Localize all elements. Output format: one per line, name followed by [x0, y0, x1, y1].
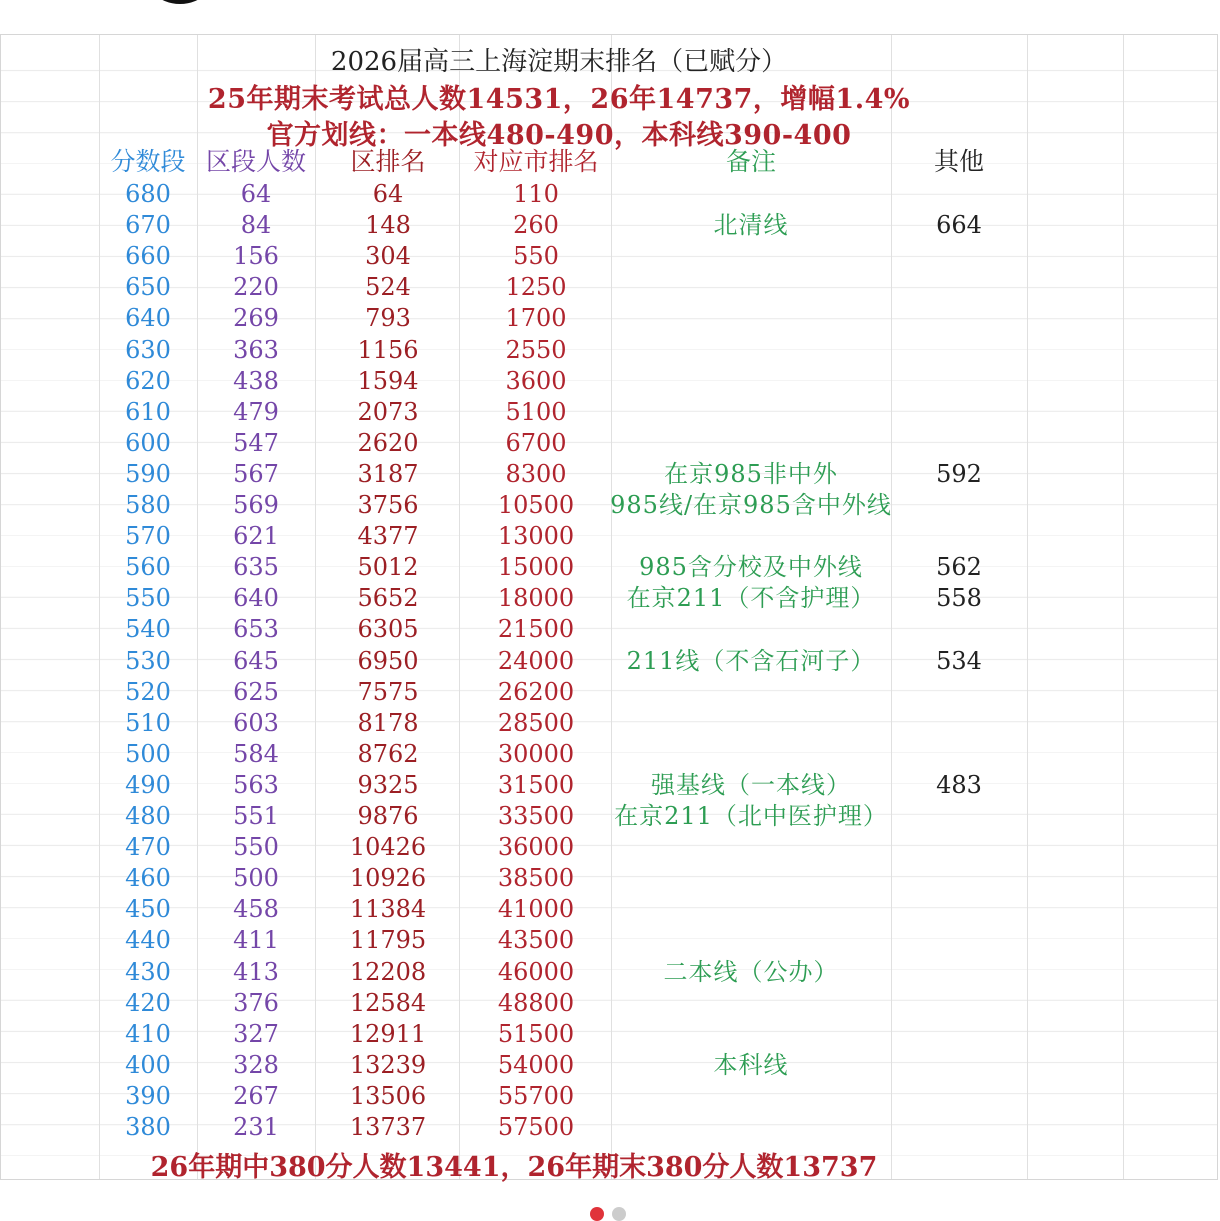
- table-row: [1, 925, 1219, 956]
- district-rank-cell: 8178: [357, 708, 419, 737]
- city-rank-cell: 38500: [497, 864, 575, 893]
- city-rank-cell: 54000: [497, 1050, 575, 1079]
- count-cell: 584: [233, 739, 279, 768]
- note-cell: [607, 677, 895, 708]
- district-rank-cell: 10926: [349, 864, 427, 893]
- city-rank-cell: 1700: [505, 304, 567, 333]
- header-other: 其他: [933, 147, 984, 176]
- city-rank-cell: 15000: [497, 553, 575, 582]
- district-rank-cell: 12911: [349, 1019, 427, 1048]
- other-cell: [891, 708, 1027, 739]
- count-cell: 84: [240, 211, 272, 240]
- count-cell: 411: [233, 926, 279, 955]
- table-row: [1, 179, 1219, 210]
- note-cell: 985线/在京985含中外线: [610, 491, 892, 519]
- city-rank-cell: 10500: [497, 491, 575, 519]
- table-row: [1, 1019, 1219, 1050]
- city-rank-cell: 13000: [497, 522, 575, 551]
- table-row: [1, 646, 1219, 677]
- other-cell: [891, 1019, 1027, 1050]
- other-cell: [891, 988, 1027, 1019]
- city-rank-cell: 5100: [505, 397, 567, 426]
- other-cell: [891, 957, 1027, 988]
- table-row: [1, 210, 1219, 241]
- other-cell: 483: [936, 770, 982, 799]
- score-cell: 520: [125, 677, 171, 706]
- city-rank-cell: 18000: [497, 584, 575, 613]
- other-cell: [891, 303, 1027, 334]
- note-cell: [607, 925, 895, 956]
- district-rank-cell: 2073: [357, 397, 419, 426]
- score-cell: 610: [125, 397, 171, 426]
- table-row: [1, 459, 1219, 490]
- city-rank-cell: 26200: [497, 677, 575, 706]
- city-rank-cell: 8300: [505, 459, 567, 488]
- city-rank-cell: 30000: [497, 739, 575, 768]
- city-rank-cell: 21500: [497, 615, 575, 644]
- note-cell: 北清线: [713, 211, 789, 240]
- table-row: [1, 1050, 1219, 1081]
- header-note: 备注: [725, 147, 776, 176]
- city-rank-cell: 24000: [497, 646, 575, 675]
- score-cell: 660: [125, 242, 171, 271]
- district-rank-cell: 12208: [349, 957, 427, 986]
- score-cell: 640: [125, 304, 171, 333]
- count-cell: 569: [233, 491, 279, 519]
- note-cell: [607, 708, 895, 739]
- score-cell: 510: [125, 708, 171, 737]
- score-cell: 380: [125, 1113, 171, 1141]
- other-cell: 558: [936, 584, 982, 613]
- district-rank-cell: 13239: [349, 1050, 427, 1079]
- city-rank-cell: 33500: [497, 802, 575, 830]
- score-cell: 450: [125, 895, 171, 924]
- table-row: [1, 335, 1219, 366]
- score-cell: 460: [125, 864, 171, 893]
- district-rank-cell: 4377: [357, 522, 419, 551]
- table-row: [1, 241, 1219, 272]
- other-cell: [891, 335, 1027, 366]
- other-cell: 664: [936, 211, 982, 240]
- header-count: 区段人数: [205, 147, 306, 176]
- other-cell: [891, 614, 1027, 645]
- score-cell: 530: [125, 646, 171, 675]
- note-cell: 在京985非中外: [664, 459, 838, 488]
- count-cell: 479: [233, 397, 279, 426]
- count-cell: 500: [233, 864, 279, 893]
- count-cell: 653: [233, 615, 279, 644]
- city-rank-cell: 51500: [497, 1019, 575, 1048]
- note-cell: [607, 303, 895, 334]
- top-corner-shape: [140, 0, 220, 4]
- score-cell: 490: [125, 770, 171, 799]
- table-row: [1, 957, 1219, 988]
- district-rank-cell: 304: [365, 242, 411, 271]
- other-cell: [891, 490, 1027, 521]
- other-cell: [891, 179, 1027, 210]
- note-cell: 在京211（不含护理）: [626, 584, 876, 613]
- city-rank-cell: 55700: [497, 1081, 575, 1110]
- count-cell: 563: [233, 770, 279, 799]
- score-cell: 570: [125, 522, 171, 551]
- table-row: [1, 988, 1219, 1019]
- count-cell: 327: [233, 1019, 279, 1048]
- count-cell: 64: [240, 180, 272, 208]
- district-rank-cell: 11795: [349, 926, 427, 955]
- table-row: [1, 894, 1219, 925]
- note-cell: [607, 863, 895, 894]
- count-cell: 413: [233, 957, 279, 986]
- count-cell: 567: [233, 459, 279, 488]
- table-row: [1, 303, 1219, 334]
- district-rank-cell: 2620: [357, 428, 419, 457]
- score-cell: 540: [125, 615, 171, 644]
- note-cell: [607, 335, 895, 366]
- district-rank-cell: 3187: [357, 459, 419, 488]
- footer-note: 26年期中380分人数13441，26年期末380分人数13737: [150, 1152, 878, 1183]
- note-cell: [607, 1019, 895, 1050]
- other-cell: [891, 241, 1027, 272]
- count-cell: 621: [233, 522, 279, 551]
- district-rank-cell: 10426: [349, 833, 427, 862]
- district-rank-cell: 6950: [357, 646, 419, 675]
- header-score: 分数段: [110, 147, 186, 176]
- city-rank-cell: 2550: [505, 335, 567, 364]
- table-row: [1, 1081, 1219, 1112]
- district-rank-cell: 9876: [357, 802, 419, 830]
- score-cell: 480: [125, 802, 171, 830]
- count-cell: 603: [233, 708, 279, 737]
- city-rank-cell: 31500: [497, 770, 575, 799]
- city-rank-cell: 1250: [505, 273, 567, 302]
- district-rank-cell: 7575: [357, 677, 419, 706]
- district-rank-cell: 8762: [357, 739, 419, 768]
- note-cell: [607, 1081, 895, 1112]
- other-cell: 534: [936, 646, 982, 675]
- other-cell: [891, 428, 1027, 459]
- district-rank-cell: 6305: [357, 615, 419, 644]
- district-rank-cell: 1156: [357, 335, 419, 364]
- count-cell: 640: [233, 584, 279, 613]
- district-rank-cell: 5012: [357, 553, 419, 582]
- note-cell: [607, 832, 895, 863]
- table-row: [1, 490, 1219, 521]
- total-count-note: 25年期末考试总人数14531，26年14737，增幅1.4%: [207, 84, 911, 115]
- note-cell: 在京211（北中医护理）: [614, 802, 888, 830]
- other-cell: [891, 894, 1027, 925]
- count-cell: 547: [233, 428, 279, 457]
- district-rank-cell: 5652: [357, 584, 419, 613]
- note-cell: 强基线（一本线）: [651, 770, 851, 799]
- city-rank-cell: 28500: [497, 708, 575, 737]
- score-cell: 550: [125, 584, 171, 613]
- table-row: [1, 770, 1219, 801]
- score-cell: 440: [125, 926, 171, 955]
- note-cell: 二本线（公办）: [663, 957, 839, 986]
- score-cell: 430: [125, 957, 171, 986]
- other-cell: [891, 925, 1027, 956]
- district-rank-cell: 3756: [357, 491, 419, 519]
- other-cell: [891, 397, 1027, 428]
- score-cell: 420: [125, 988, 171, 1017]
- district-rank-cell: 13737: [349, 1113, 427, 1141]
- other-cell: [891, 272, 1027, 303]
- district-rank-cell: 1594: [357, 366, 419, 395]
- note-cell: [607, 988, 895, 1019]
- score-cell: 470: [125, 833, 171, 862]
- table-row: [1, 552, 1219, 583]
- table-row: [1, 397, 1219, 428]
- count-cell: 220: [233, 273, 279, 302]
- district-rank-cell: 524: [365, 273, 411, 302]
- count-cell: 156: [233, 242, 279, 271]
- other-cell: [891, 366, 1027, 397]
- city-rank-cell: 57500: [497, 1113, 575, 1141]
- score-cell: 630: [125, 335, 171, 364]
- score-cell: 400: [125, 1050, 171, 1079]
- note-cell: [607, 1112, 895, 1143]
- count-cell: 458: [233, 895, 279, 924]
- other-cell: 592: [936, 459, 982, 488]
- city-rank-cell: 46000: [497, 957, 575, 986]
- note-cell: [607, 739, 895, 770]
- score-cell: 500: [125, 739, 171, 768]
- other-cell: [891, 677, 1027, 708]
- district-rank-cell: 13506: [349, 1081, 427, 1110]
- city-rank-cell: 550: [513, 242, 559, 271]
- table-row: [1, 832, 1219, 863]
- table-row: [1, 801, 1219, 832]
- other-cell: [891, 1081, 1027, 1112]
- note-cell: 211线（不含石河子）: [626, 646, 876, 675]
- table-row: [1, 708, 1219, 739]
- score-cell: 670: [125, 211, 171, 240]
- score-cell: 650: [125, 273, 171, 302]
- score-cell: 560: [125, 553, 171, 582]
- score-cell: 620: [125, 366, 171, 395]
- city-rank-cell: 110: [513, 180, 559, 208]
- count-cell: 231: [233, 1113, 279, 1141]
- other-cell: [891, 801, 1027, 832]
- score-cell: 410: [125, 1019, 171, 1048]
- note-cell: 985含分校及中外线: [639, 553, 863, 582]
- official-line-note: 官方划线：一本线480-490，本科线390-400: [266, 120, 852, 151]
- count-cell: 625: [233, 677, 279, 706]
- note-cell: [607, 366, 895, 397]
- city-rank-cell: 260: [513, 211, 559, 240]
- note-cell: 本科线: [713, 1050, 789, 1079]
- other-cell: [891, 863, 1027, 894]
- count-cell: 269: [233, 304, 279, 333]
- score-cell: 580: [125, 491, 171, 519]
- header-city-rank: 对应市排名: [473, 147, 599, 176]
- other-cell: [891, 739, 1027, 770]
- city-rank-cell: 6700: [505, 428, 567, 457]
- other-cell: [891, 1112, 1027, 1143]
- count-cell: 363: [233, 335, 279, 364]
- city-rank-cell: 48800: [497, 988, 575, 1017]
- district-rank-cell: 9325: [357, 770, 419, 799]
- score-cell: 390: [125, 1081, 171, 1110]
- score-cell: 680: [125, 180, 171, 208]
- table-row: [1, 739, 1219, 770]
- score-cell: 590: [125, 459, 171, 488]
- table-row: [1, 863, 1219, 894]
- table-row: [1, 677, 1219, 708]
- table-row: [1, 614, 1219, 645]
- table-row: [1, 1112, 1219, 1143]
- district-rank-cell: 64: [372, 180, 404, 208]
- page-dot-active[interactable]: [590, 1207, 604, 1221]
- table-row: [1, 583, 1219, 614]
- count-cell: 551: [233, 802, 279, 830]
- count-cell: 645: [233, 646, 279, 675]
- count-cell: 328: [233, 1050, 279, 1079]
- city-rank-cell: 3600: [505, 366, 567, 395]
- district-rank-cell: 793: [365, 304, 411, 333]
- note-cell: [607, 272, 895, 303]
- count-cell: 267: [233, 1081, 279, 1110]
- table-row: [1, 428, 1219, 459]
- note-cell: [607, 428, 895, 459]
- city-rank-cell: 43500: [497, 926, 575, 955]
- city-rank-cell: 36000: [497, 833, 575, 862]
- page-dot[interactable]: [612, 1207, 626, 1221]
- count-cell: 550: [233, 833, 279, 862]
- table-row: [1, 272, 1219, 303]
- district-rank-cell: 148: [365, 211, 411, 240]
- note-cell: [607, 521, 895, 552]
- header-district-rank: 区排名: [350, 147, 426, 176]
- table-row: [1, 521, 1219, 552]
- note-cell: [607, 241, 895, 272]
- spreadsheet-image: [0, 34, 1218, 1183]
- count-cell: 376: [233, 988, 279, 1017]
- district-rank-cell: 12584: [349, 988, 427, 1017]
- note-cell: [607, 179, 895, 210]
- note-cell: [607, 397, 895, 428]
- count-cell: 635: [233, 553, 279, 582]
- city-rank-cell: 41000: [497, 895, 575, 924]
- other-cell: [891, 832, 1027, 863]
- sheet-title: 2026届高三上海淀期末排名（已赋分）: [330, 47, 788, 77]
- other-cell: 562: [936, 553, 982, 582]
- note-cell: [607, 614, 895, 645]
- note-cell: [607, 894, 895, 925]
- count-cell: 438: [233, 366, 279, 395]
- table-row: [1, 366, 1219, 397]
- other-cell: [891, 521, 1027, 552]
- score-cell: 600: [125, 428, 171, 457]
- district-rank-cell: 11384: [349, 895, 427, 924]
- other-cell: [891, 1050, 1027, 1081]
